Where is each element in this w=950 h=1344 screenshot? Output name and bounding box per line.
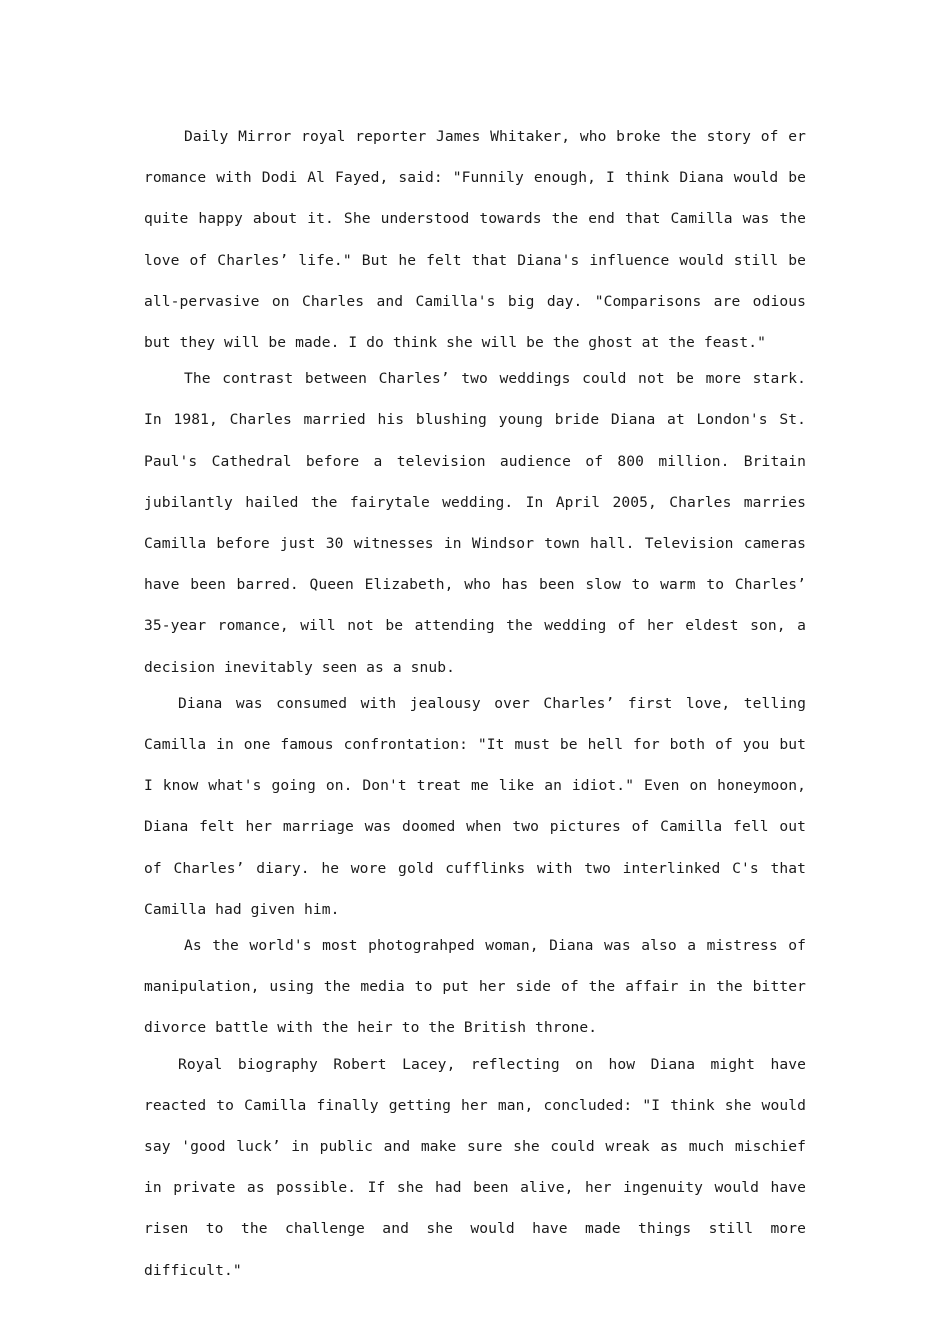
paragraph-jealousy: Diana was consumed with jealousy over Charles’ first love, telling Camilla in one famous confrontation: "It must be hell for both of you but I know what's going on. Don't treat me like an idiot." Even on honeymoon, Diana felt her marriage was doomed when two pictures of Camilla fell out of Charles’ diary. he wore gold cufflinks with two interlinked C's that Camilla had given him. (144, 694, 806, 918)
paragraph-whitaker-quote: Daily Mirror royal reporter James Whitaker, who broke the story of er romance with Dodi Al Fayed, said: "Funnily enough, I think Diana would be quite happy about it. She understood towards the end that Camilla was the love of Charles’ life." But he felt that Diana's influence would still be all-pervasive on Charles and Camilla's big day. "Comparisons are odious but they will be made. I do think she will be the ghost at the feast." (144, 128, 806, 352)
paragraph-lacey-quote: Royal biography Robert Lacey, reflecting on how Diana might have reacted to Camilla finally getting her man, concluded: "I think she would say 'good luck’ in public and make sure she could wreak as much mischief in private as possible. If she had been alive, her ingenuity would have risen to the challenge and she would have made things still more difficult." (144, 1055, 806, 1279)
paragraph-two-weddings: The contrast between Charles’ two weddings could not be more stark. In 1981, Charles married his blushing young bride Diana at London's St. Paul's Cathedral before a television audience of 800 million. Britain jubilantly hailed the fairytale wedding. In April 2005, Charles marries Camilla before just 30 witnesses in Windsor town hall. Television cameras have been barred. Queen Elizabeth, who has been slow to warm to Charles’ 35-year romance, will not be attending the wedding of her eldest son, a decision inevitably seen as a snub. (144, 370, 806, 676)
article-body (144, 116, 806, 1286)
paragraph-media-manipulation: As the world's most photograhped woman, Diana was also a mistress of manipulation, using the media to put her side of the affair in the bitter divorce battle with the heir to the British throne. (144, 937, 806, 1037)
